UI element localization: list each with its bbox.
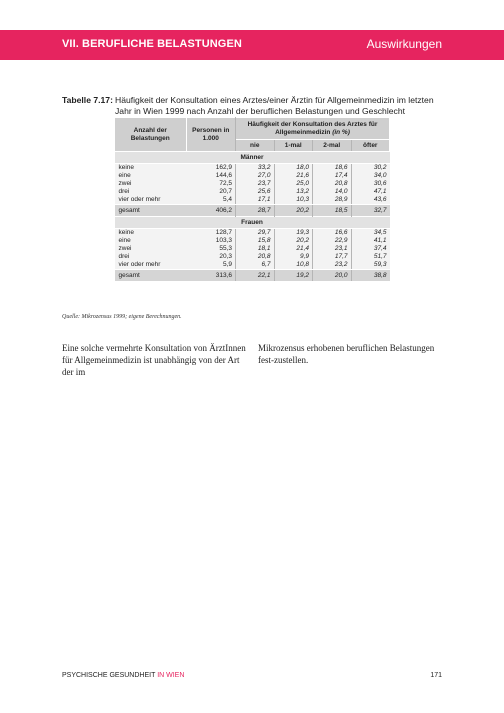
total-percent-cell: 22,1 <box>236 270 275 281</box>
percent-cell: 16,6 <box>313 229 352 238</box>
sub-col-header: 1-mal <box>274 140 313 152</box>
percent-cell: 17,4 <box>313 172 352 180</box>
page-number: 171 <box>430 672 442 679</box>
row-label: keine <box>115 164 187 173</box>
total-percent-cell: 28,7 <box>236 205 275 217</box>
personen-cell: 5,4 <box>186 196 236 204</box>
row-label: vier oder mehr <box>115 196 187 204</box>
percent-cell: 22,9 <box>313 237 352 245</box>
col-header-haeufigkeit <box>236 118 390 140</box>
table-row <box>115 196 390 204</box>
percent-cell: 20,8 <box>236 253 275 261</box>
percent-cell: 18,6 <box>313 164 352 173</box>
total-percent-cell: 20,2 <box>274 205 313 217</box>
group-row <box>115 217 390 229</box>
percent-cell: 14,0 <box>313 188 352 196</box>
percent-cell: 15,8 <box>236 237 275 245</box>
col-header-personen: Personen in 1.000 <box>186 118 236 152</box>
table-row <box>115 253 390 261</box>
table-row <box>115 245 390 253</box>
percent-cell: 25,6 <box>236 188 275 196</box>
sub-col-header: öfter <box>351 140 390 152</box>
row-label: zwei <box>115 180 187 188</box>
total-percent-cell: 18,5 <box>313 205 352 217</box>
personen-cell: 5,9 <box>186 261 236 269</box>
percent-cell: 30,2 <box>351 164 390 173</box>
table-row <box>115 180 390 188</box>
percent-cell: 20,8 <box>313 180 352 188</box>
total-row <box>115 270 390 281</box>
sub-col-header: 2-mal <box>313 140 352 152</box>
percent-cell: 47,1 <box>351 188 390 196</box>
total-percent-cell: 32,7 <box>351 205 390 217</box>
personen-cell: 20,7 <box>186 188 236 196</box>
percent-cell: 20,2 <box>274 237 313 245</box>
consultation-table <box>114 117 390 281</box>
percent-cell: 23,2 <box>313 261 352 269</box>
percent-cell: 34,0 <box>351 172 390 180</box>
row-label: drei <box>115 188 187 196</box>
percent-cell: 28,9 <box>313 196 352 204</box>
total-percent-cell: 19,2 <box>274 270 313 281</box>
group-label: Männer <box>115 152 390 164</box>
percent-cell: 18,0 <box>274 164 313 173</box>
percent-cell: 10,8 <box>274 261 313 269</box>
col-header-haeufigkeit-unit: (in %) <box>332 128 350 136</box>
percent-cell: 9,9 <box>274 253 313 261</box>
page-footer <box>62 672 442 679</box>
total-personen-cell: 313,6 <box>186 270 236 281</box>
percent-cell: 34,5 <box>351 229 390 238</box>
footer-title: PSYCHISCHE GESUNDHEIT <box>62 672 156 679</box>
percent-cell: 59,3 <box>351 261 390 269</box>
group-row <box>115 152 390 164</box>
row-label: vier oder mehr <box>115 261 187 269</box>
percent-cell: 6,7 <box>236 261 275 269</box>
personen-cell: 72,5 <box>186 180 236 188</box>
col-header-belastungen: Anzahl der Belastungen <box>115 118 187 152</box>
table-row <box>115 188 390 196</box>
table-row <box>115 261 390 269</box>
table-row <box>115 237 390 245</box>
personen-cell: 55,3 <box>186 245 236 253</box>
col-header-haeufigkeit-text: Häufigkeit der Konsultation des Arztes für Allgemeinmedizin <box>247 120 378 136</box>
percent-cell: 25,0 <box>274 180 313 188</box>
percent-cell: 18,1 <box>236 245 275 253</box>
percent-cell: 29,7 <box>236 229 275 238</box>
percent-cell: 41,1 <box>351 237 390 245</box>
personen-cell: 128,7 <box>186 229 236 238</box>
section-title: Auswirkungen <box>366 37 442 51</box>
percent-cell: 21,4 <box>274 245 313 253</box>
row-label: zwei <box>115 245 187 253</box>
percent-cell: 33,2 <box>236 164 275 173</box>
row-label: eine <box>115 237 187 245</box>
personen-cell: 162,9 <box>186 164 236 173</box>
chapter-banner <box>0 30 504 60</box>
personen-cell: 144,6 <box>186 172 236 180</box>
total-label: gesamt <box>115 270 187 281</box>
footer-title-accent: IN WIEN <box>157 672 185 679</box>
personen-cell: 103,3 <box>186 237 236 245</box>
total-percent-cell: 38,8 <box>351 270 390 281</box>
percent-cell: 37,4 <box>351 245 390 253</box>
sub-col-header: nie <box>236 140 275 152</box>
table-row <box>115 164 390 173</box>
total-row <box>115 205 390 217</box>
percent-cell: 23,7 <box>236 180 275 188</box>
table-caption-label: Tabelle 7.17: <box>62 95 113 105</box>
row-label: keine <box>115 229 187 238</box>
table-row <box>115 229 390 238</box>
table-caption-text: Häufigkeit der Konsultation eines Arztes/einer Ärztin für Allgemeinmedizin im letzten Jahr in Wien 1999 nach Anzahl der beruflichen Belastungen und Geschlecht <box>115 95 434 116</box>
percent-cell: 51,7 <box>351 253 390 261</box>
total-percent-cell: 20,0 <box>313 270 352 281</box>
percent-cell: 23,1 <box>313 245 352 253</box>
body-text-col2: Mikrozensus erhobenen beruflichen Belastungen fest-zustellen. <box>258 343 435 365</box>
chapter-title: VII. BERUFLICHE BELASTUNGEN <box>62 38 242 50</box>
percent-cell: 13,2 <box>274 188 313 196</box>
percent-cell: 43,6 <box>351 196 390 204</box>
personen-cell: 20,3 <box>186 253 236 261</box>
total-label: gesamt <box>115 205 187 217</box>
percent-cell: 30,6 <box>351 180 390 188</box>
total-personen-cell: 406,2 <box>186 205 236 217</box>
percent-cell: 17,7 <box>313 253 352 261</box>
percent-cell: 21,6 <box>274 172 313 180</box>
table-row <box>115 172 390 180</box>
group-label: Frauen <box>115 217 390 229</box>
percent-cell: 19,3 <box>274 229 313 238</box>
percent-cell: 27,0 <box>236 172 275 180</box>
source-note: Quelle: Mikrozensus 1999; eigene Berechnungen. <box>62 314 182 320</box>
percent-cell: 10,3 <box>274 196 313 204</box>
body-text-col1: Eine solche vermehrte Konsultation von ÄrztInnen für Allgemeinmedizin ist unabhängig von der Art der im <box>62 343 246 377</box>
row-label: drei <box>115 253 187 261</box>
row-label: eine <box>115 172 187 180</box>
percent-cell: 17,1 <box>236 196 275 204</box>
